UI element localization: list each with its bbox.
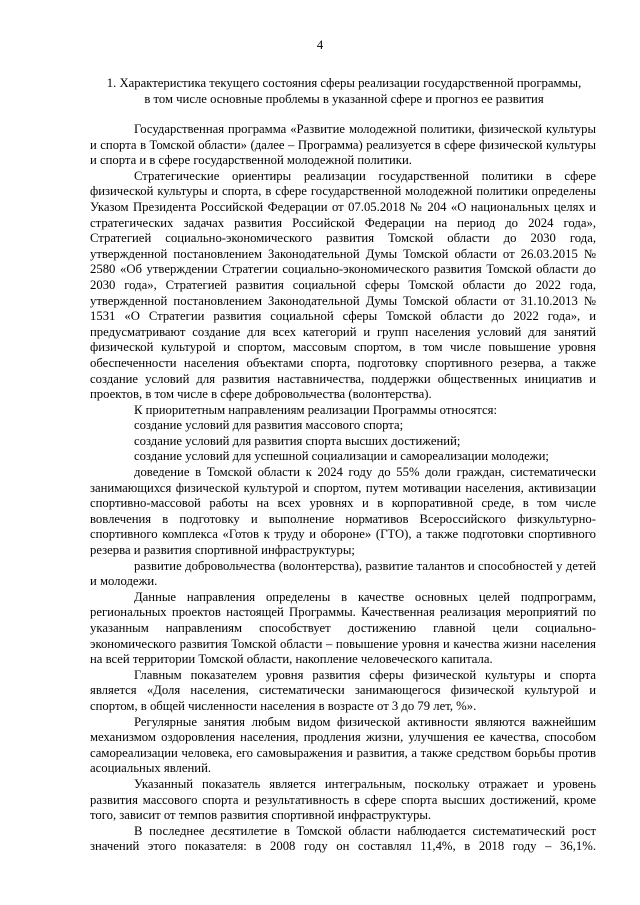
paragraph-main-indicator: Главным показателем уровня развития сферы физической культуры и спорта является «Доля населения, систематически занимающегося физической культурой и спортом, в общей численности населения в возрасте от 3 до 79 лет, %». bbox=[90, 667, 596, 713]
paragraph-priorities-intro: К приоритетным направлениям реализации Программы относятся: bbox=[134, 402, 497, 417]
list-item-youth-socialization: создание условий для успешной социализации и самореализации молодежи; bbox=[134, 449, 549, 464]
section-heading-line-2: в том числе основные проблемы в указанной сфере и прогноз ее развития bbox=[144, 91, 544, 106]
list-item-mass-sport: создание условий для развития массового спорта; bbox=[134, 418, 404, 433]
section-heading-line-1: 1. Характеристика текущего состояния сферы реализации государственной программы, bbox=[106, 76, 582, 90]
paragraph-program-intro: Государственная программа «Развитие молодежной политики, физической культуры и спорта в Томской области» (далее – Программа) реализуется в сфере физической культуры и спорта и в сфере государственной молодежной политики. bbox=[90, 122, 596, 168]
body-text bbox=[90, 122, 596, 855]
section-heading bbox=[104, 76, 584, 107]
list-item-share-of-citizens: доведение в Томской области к 2024 году до 55% доли граждан, систематически занимающихся физической культурой и спортом, путем мотивации населения, активизации спортивно-массовой работы на всех уровнях и в корпоративной среде, в том числе вовлечения в подготовку и выполнение нормативов Всероссийского физкультурно-спортивного комплекса «Готов к труду и обороне» (ГТО), а также подготовки спортивного резерва и развития спортивной инфраструктуры; bbox=[90, 465, 596, 558]
paragraph-strategic-guidelines: Стратегические ориентиры реализации государственной политики в сфере физической культуры и спорта, в сфере государственной молодежной политики определены Указом Президента Российской Федерации от 07.05.2018 № 204 «О национальных целях и стратегических задачах развития Российской Федерации на период до 2024 года», Стратегией социально-экономического развития Томской области до 2030 года, утвержденной постановлением Законодательной Думы Томской области от 26.03.2015 № 2580 «Об утверждении Стратегии социально-экономического развития Томской области до 2030 года», Стратегией развития социальной сферы Томской области до 2022 года, утвержденной постановлением Законодательной Думы Томской области от 31.10.2013 № 1531 «О Стратегии развития социальной сферы Томской области до 2022 года», и предусматривают создание для всех категорий и групп населения условий для занятий физической культурой и спортом, массовым спортом, в том числе повышение уровня обеспеченности населения объектами спорта, подготовку спортивного резерва, а также создание условий для развития наставничества, поддержки общественных инициатив и проектов, в том числе в сфере добровольчества (волонтерства). bbox=[90, 168, 596, 402]
page-number: 4 bbox=[316, 38, 324, 52]
paragraph-directions-goals: Данные направления определены в качестве основных целей подпрограмм, региональных проектов настоящей Программы. Качественная реализация мероприятий по указанным направлениям способствует достижению главной цели социально-экономического развития Томской области – повышение уровня и качества жизни населения на всей территории Томской области, накопление человеческого капитала. bbox=[90, 589, 596, 667]
paragraph-integral-indicator: Указанный показатель является интегральным, поскольку отражает и уровень развития массового спорта и результативность в сфере спорта высших достижений, кроме того, зависит от темпов развития спортивной инфраструктуры. bbox=[90, 776, 596, 823]
paragraph-regular-activity: Регулярные занятия любым видом физической активности являются важнейшим механизмом оздоровления населения, продления жизни, улучшения ее качества, способом самореализации человека, его самовыражения и развития, а также средством борьбы против асоциальных явлений. bbox=[90, 714, 596, 776]
list-item-volunteering: развитие добровольчества (волонтерства), развитие талантов и способностей у детей и молодежи. bbox=[90, 558, 596, 589]
list-item-high-achievement-sport: создание условий для развития спорта высших достижений; bbox=[134, 433, 461, 448]
paragraph-growth-trend: В последнее десятилетие в Томской области наблюдается систематический рост значений этого показателя: в 2008 году он составлял 11,4%, в 2018 году – 36,1%. bbox=[90, 823, 596, 854]
